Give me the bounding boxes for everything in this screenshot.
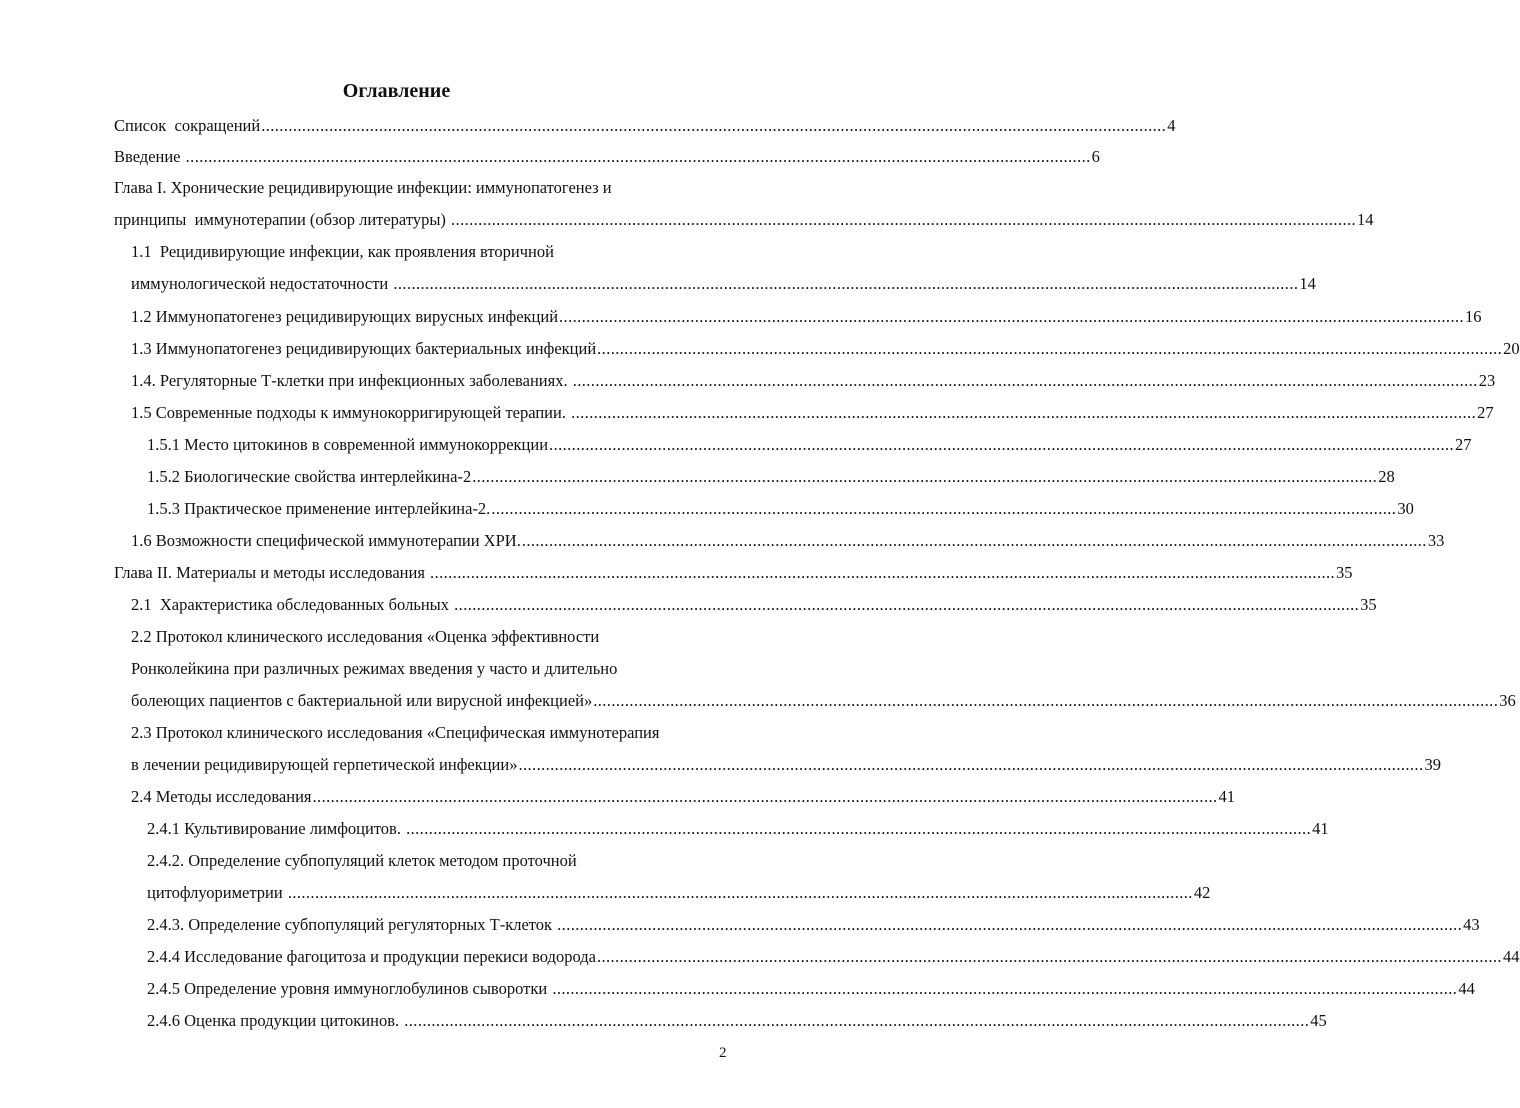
toc-entry[interactable] bbox=[147, 818, 1329, 840]
toc-entry-page: 33 bbox=[1427, 531, 1445, 550]
toc-entry-text: 2.4.5 Определение уровня иммуноглобулинов сыворотки bbox=[147, 979, 552, 998]
toc-entry-page: 27 bbox=[1455, 435, 1472, 454]
toc-entry-text: 1.1 Рецидивирующие инфекции, как проявления вторичной bbox=[131, 242, 554, 261]
toc-entry[interactable] bbox=[131, 273, 1316, 295]
leader-dots: ........................................................................................................................................................................................................ bbox=[404, 1011, 1310, 1030]
toc-entry-text: 2.4.6 Оценка продукции цитокинов. bbox=[147, 1011, 404, 1030]
toc-entry-page: 45 bbox=[1310, 1011, 1327, 1030]
toc-entry-text: 1.5 Современные подходы к иммунокорригирующей терапии. bbox=[131, 403, 571, 422]
toc-entry[interactable] bbox=[114, 177, 728, 199]
toc-entry[interactable] bbox=[147, 946, 1520, 968]
leader-dots: ........................................................................................................................................................................................................ bbox=[287, 883, 1193, 902]
toc-entry-text: 2.4.3. Определение субпопуляций регуляторных Т-клеток bbox=[147, 915, 557, 934]
leader-dots: ........................................................................................................................................................................................................ bbox=[593, 691, 1499, 710]
toc-entry-page: 27 bbox=[1477, 403, 1494, 422]
leader-dots: ........................................................................................................................................................................................................ bbox=[451, 210, 1357, 229]
toc-entry-page: 35 bbox=[1360, 595, 1377, 614]
leader-dots: ........................................................................................................................................................................................................ bbox=[559, 307, 1465, 326]
toc-entry-page: 14 bbox=[1357, 210, 1374, 229]
toc-entry[interactable] bbox=[131, 241, 728, 263]
leader-dots: ........................................................................................................................................................................................................ bbox=[261, 116, 1167, 135]
leader-dots: ........................................................................................................................................................................................................ bbox=[597, 339, 1503, 358]
toc-entry-text: 1.5.2 Биологические свойства интерлейкина-2 bbox=[147, 467, 472, 486]
toc-entry-page: 16 bbox=[1465, 307, 1482, 326]
toc-entry-text: цитофлуориметрии bbox=[147, 883, 287, 902]
toc-entry[interactable] bbox=[131, 626, 728, 648]
toc-entry-text: 2.2 Протокол клинического исследования «Оценка эффективности bbox=[131, 627, 600, 646]
toc-entry-page: 39 bbox=[1424, 755, 1441, 774]
toc-entry[interactable] bbox=[147, 466, 1395, 488]
leader-dots: ........................................................................................................................................................................................................ bbox=[549, 435, 1455, 454]
toc-entry[interactable] bbox=[131, 306, 1482, 328]
toc-entry-page: 44 bbox=[1502, 947, 1520, 966]
toc-entry-text: Введение bbox=[114, 147, 185, 166]
toc-entry-text: Ронколейкина при различных режимах введения у часто и длительно bbox=[131, 659, 618, 678]
leader-dots: ........................................................................................................................................................................................................ bbox=[185, 147, 1091, 166]
leader-dots: ........................................................................................................................................................................................................ bbox=[472, 467, 1378, 486]
toc-entry-page: 35 bbox=[1336, 563, 1353, 582]
toc-entry-page: 43 bbox=[1463, 915, 1480, 934]
toc-entry-text: 1.6 Возможности специфической иммунотерапии ХРИ. bbox=[131, 531, 521, 550]
toc-entry-page: 44 bbox=[1458, 979, 1475, 998]
toc-entry[interactable] bbox=[131, 594, 1377, 616]
toc-entry-text: 2.4.2. Определение субпопуляций клеток методом проточной bbox=[147, 851, 577, 870]
toc-entry-text: 2.3 Протокол клинического исследования «Специфическая иммунотерапия bbox=[131, 723, 660, 742]
leader-dots: ........................................................................................................................................................................................................ bbox=[557, 915, 1463, 934]
toc-entry[interactable] bbox=[147, 978, 1475, 1000]
leader-dots: ........................................................................................................................................................................................................ bbox=[312, 787, 1218, 806]
leader-dots: ........................................................................................................................................................................................................ bbox=[572, 371, 1478, 390]
toc-entry[interactable] bbox=[131, 530, 1445, 552]
toc-entry-text: принципы иммунотерапии (обзор литературы) bbox=[114, 210, 451, 229]
leader-dots: ........................................................................................................................................................................................................ bbox=[393, 274, 1299, 293]
toc-entry[interactable] bbox=[147, 434, 1472, 456]
toc-entry[interactable] bbox=[131, 658, 728, 680]
leader-dots: ........................................................................................................................................................................................................ bbox=[491, 499, 1397, 518]
toc-entry-page: 20 bbox=[1503, 339, 1520, 358]
toc-entry[interactable] bbox=[114, 115, 1176, 137]
leader-dots: ........................................................................................................................................................................................................ bbox=[521, 531, 1427, 550]
toc-entry[interactable] bbox=[131, 402, 1494, 424]
toc-entry[interactable] bbox=[114, 562, 1353, 584]
toc-entry-text: 2.4.4 Исследование фагоцитоза и продукции перекиси водорода bbox=[147, 947, 596, 966]
toc-entry[interactable] bbox=[147, 1010, 1327, 1032]
leader-dots: ........................................................................................................................................................................................................ bbox=[430, 563, 1336, 582]
toc-entry-page: 6 bbox=[1091, 147, 1100, 166]
toc-entry-text: болеющих пациентов с бактериальной или вирусной инфекцией» bbox=[131, 691, 593, 710]
toc-entry[interactable] bbox=[147, 914, 1480, 936]
toc-entry[interactable] bbox=[131, 754, 1441, 776]
toc-entry-text: 1.5.3 Практическое применение интерлейкина-2. bbox=[147, 499, 491, 518]
leader-dots: ........................................................................................................................................................................................................ bbox=[454, 595, 1360, 614]
leader-dots: ........................................................................................................................................................................................................ bbox=[552, 979, 1458, 998]
toc-entry[interactable] bbox=[114, 209, 1374, 231]
toc-entry-page: 23 bbox=[1478, 371, 1496, 390]
toc-entry-text: 1.2 Иммунопатогенез рецидивирующих вирусных инфекций bbox=[131, 307, 559, 326]
toc-entry[interactable] bbox=[147, 498, 1414, 520]
toc-entry-page: 4 bbox=[1167, 116, 1176, 135]
toc-entry-page: 41 bbox=[1312, 819, 1329, 838]
leader-dots: ........................................................................................................................................................................................................ bbox=[406, 819, 1312, 838]
toc-entry[interactable] bbox=[147, 850, 728, 872]
toc-entry[interactable] bbox=[131, 786, 1236, 808]
toc-entry-page: 41 bbox=[1218, 787, 1236, 806]
toc-entry[interactable] bbox=[114, 146, 1100, 168]
toc-entry-page: 36 bbox=[1499, 691, 1516, 710]
toc-entry[interactable] bbox=[147, 882, 1211, 904]
toc-entry-text: 1.5.1 Место цитокинов в современной иммунокоррекции bbox=[147, 435, 549, 454]
toc-entry-page: 42 bbox=[1193, 883, 1211, 902]
toc-entry-text: 2.1 Характеристика обследованных больных bbox=[131, 595, 454, 614]
toc-entry[interactable] bbox=[131, 370, 1496, 392]
toc-entry-page: 28 bbox=[1378, 467, 1395, 486]
toc-entry-text: Список сокращений bbox=[114, 116, 261, 135]
page-number: 2 bbox=[719, 1045, 727, 1061]
toc-entry-text: в лечении рецидивирующей герпетической инфекции» bbox=[131, 755, 518, 774]
toc-entry[interactable] bbox=[131, 338, 1520, 360]
leader-dots: ........................................................................................................................................................................................................ bbox=[571, 403, 1477, 422]
toc-entry-page: 30 bbox=[1397, 499, 1414, 518]
toc-entry-page: 14 bbox=[1299, 274, 1316, 293]
leader-dots: ........................................................................................................................................................................................................ bbox=[518, 755, 1424, 774]
toc-entry-text: Глава I. Хронические рецидивирующие инфекции: иммунопатогенез и bbox=[114, 178, 612, 197]
toc-entry-text: Глава II. Материалы и методы исследования bbox=[114, 563, 430, 582]
toc-entry-text: иммунологической недостаточности bbox=[131, 274, 393, 293]
toc-entry-text: 2.4 Методы исследования bbox=[131, 787, 312, 806]
toc-entry-text: 1.4. Регуляторные Т-клетки при инфекционных заболеваниях. bbox=[131, 371, 572, 390]
leader-dots: ........................................................................................................................................................................................................ bbox=[596, 947, 1502, 966]
page-title: Оглавление bbox=[342, 80, 451, 102]
toc-entry[interactable] bbox=[131, 690, 1516, 712]
toc-entry-text: 1.3 Иммунопатогенез рецидивирующих бактериальных инфекций bbox=[131, 339, 597, 358]
toc-entry-text: 2.4.1 Культивирование лимфоцитов. bbox=[147, 819, 406, 838]
toc-entry[interactable] bbox=[131, 722, 728, 744]
